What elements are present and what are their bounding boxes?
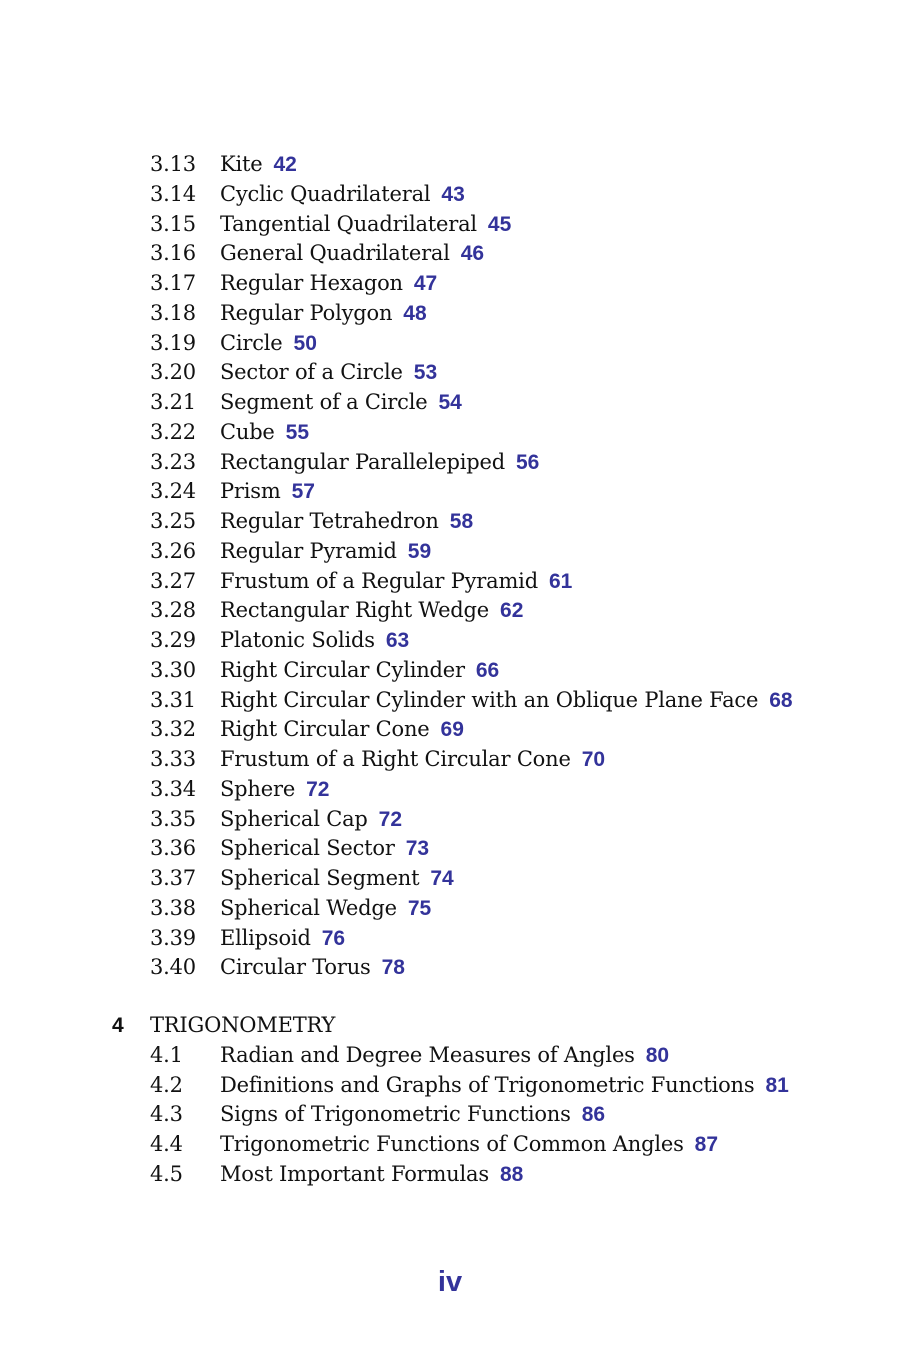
- section-title: Platonic Solids: [220, 628, 375, 652]
- page-reference[interactable]: 88: [499, 1162, 524, 1186]
- section-title: Definitions and Graphs of Trigonometric Functions: [220, 1072, 755, 1097]
- section-number: 3.31: [150, 687, 196, 712]
- toc-entry[interactable]: [150, 269, 793, 299]
- toc-entry[interactable]: [150, 1100, 789, 1130]
- page-reference[interactable]: 81: [765, 1073, 789, 1097]
- section-number: 3.13: [150, 152, 196, 176]
- page-reference[interactable]: 57: [291, 480, 315, 504]
- section-number: 3.15: [150, 211, 196, 236]
- toc-entry[interactable]: [150, 329, 793, 359]
- section-title: Kite: [220, 152, 263, 176]
- page-reference[interactable]: 87: [694, 1133, 719, 1156]
- section-3-entry-list: [150, 150, 793, 983]
- section-number: 3.26: [150, 538, 196, 563]
- page-reference[interactable]: 63: [385, 629, 410, 652]
- page-reference[interactable]: 59: [407, 539, 432, 563]
- section-number: 3.40: [150, 955, 196, 980]
- toc-entry[interactable]: [150, 1041, 789, 1071]
- section-number: 3.38: [150, 895, 196, 920]
- toc-entry[interactable]: [150, 150, 793, 180]
- section-number: 4.3: [150, 1102, 183, 1127]
- toc-entry[interactable]: [150, 1071, 789, 1101]
- page-reference[interactable]: 56: [515, 450, 540, 474]
- section-title: Regular Pyramid: [220, 538, 397, 563]
- section-title: Spherical Sector: [220, 836, 395, 861]
- toc-entry[interactable]: [150, 864, 793, 894]
- page-reference[interactable]: 72: [306, 777, 330, 801]
- section-number: 3.33: [150, 747, 196, 771]
- toc-entry[interactable]: [150, 448, 793, 478]
- page-reference[interactable]: 55: [285, 420, 310, 444]
- page-reference[interactable]: 86: [581, 1103, 606, 1127]
- folio-page-number: iv: [437, 1266, 463, 1298]
- section-number: 3.22: [150, 419, 196, 444]
- section-title: Circle: [220, 330, 283, 355]
- section-title: Regular Hexagon: [220, 271, 403, 295]
- chapter-title[interactable]: TRIGONOMETRY: [150, 1013, 336, 1037]
- toc-entry[interactable]: [150, 358, 793, 388]
- section-number: 3.29: [150, 628, 196, 652]
- page-reference[interactable]: 80: [645, 1043, 670, 1067]
- toc-entry[interactable]: [150, 537, 793, 567]
- toc-entry[interactable]: [150, 388, 793, 418]
- toc-entry[interactable]: [150, 180, 793, 210]
- toc-entry[interactable]: [150, 1160, 789, 1190]
- toc-entry[interactable]: [150, 596, 793, 626]
- page-reference[interactable]: 62: [500, 599, 524, 623]
- section-number: 3.17: [150, 271, 196, 295]
- section-title: Frustum of a Right Circular Cone: [220, 747, 571, 771]
- section-number: 4.1: [150, 1042, 183, 1067]
- section-number: 4.2: [150, 1072, 183, 1097]
- section-number: 3.23: [150, 449, 196, 474]
- page-reference[interactable]: 74: [430, 867, 454, 890]
- page-reference[interactable]: 75: [407, 896, 432, 920]
- page-reference[interactable]: 47: [413, 272, 438, 295]
- page-reference[interactable]: 53: [413, 361, 438, 385]
- toc-entry[interactable]: [150, 953, 793, 983]
- page-reference[interactable]: 45: [487, 212, 512, 236]
- section-title: General Quadrilateral: [220, 241, 450, 266]
- toc-entry[interactable]: [150, 745, 793, 775]
- section-number: 3.28: [150, 598, 196, 623]
- section-title: Radian and Degree Measures of Angles: [220, 1042, 635, 1067]
- section-number: 3.34: [150, 776, 196, 801]
- section-number: 3.27: [150, 568, 196, 593]
- section-number: 3.19: [150, 330, 196, 355]
- page-reference[interactable]: 72: [378, 807, 402, 831]
- page-reference[interactable]: 54: [438, 391, 462, 414]
- toc-entry[interactable]: [150, 924, 793, 954]
- section-number: 3.37: [150, 866, 196, 890]
- toc-entry[interactable]: [150, 626, 793, 656]
- toc-entry[interactable]: [150, 239, 793, 269]
- section-title: Sector of a Circle: [220, 360, 403, 385]
- chapter-number: 4: [112, 1014, 124, 1037]
- section-number: 3.25: [150, 509, 196, 533]
- section-number: 3.20: [150, 360, 196, 385]
- toc-entry[interactable]: [150, 775, 793, 805]
- section-number: 3.16: [150, 241, 196, 266]
- section-title: Cube: [220, 419, 275, 444]
- section-title: Spherical Segment: [220, 866, 420, 890]
- page-reference[interactable]: 68: [769, 688, 793, 712]
- section-title: Trigonometric Functions of Common Angles: [220, 1132, 684, 1156]
- toc-entry[interactable]: [150, 567, 793, 597]
- section-number: 3.21: [150, 390, 196, 414]
- page-reference[interactable]: 58: [449, 510, 474, 533]
- section-number: 4.5: [150, 1161, 183, 1186]
- chapter-heading: [112, 1011, 789, 1041]
- page-reference[interactable]: 46: [460, 242, 485, 266]
- section-title: Ellipsoid: [220, 925, 311, 950]
- page-reference[interactable]: 73: [405, 837, 430, 861]
- toc-entry[interactable]: [150, 834, 793, 864]
- chapter-4-entry-list: [150, 1041, 789, 1190]
- page-reference[interactable]: 69: [440, 718, 464, 742]
- section-title: Rectangular Parallelepiped: [220, 449, 505, 474]
- section-title: Right Circular Cone: [220, 717, 430, 742]
- section-title: Rectangular Right Wedge: [220, 598, 490, 623]
- page-reference[interactable]: 42: [273, 153, 297, 176]
- page-reference[interactable]: 76: [321, 926, 346, 950]
- toc-entry[interactable]: [150, 805, 793, 835]
- section-title: Cyclic Quadrilateral: [220, 181, 431, 206]
- section-title: Segment of a Circle: [220, 390, 428, 414]
- toc-entry[interactable]: [150, 299, 793, 329]
- toc-entry[interactable]: [150, 1130, 789, 1160]
- page-reference[interactable]: 48: [403, 301, 427, 325]
- page-reference[interactable]: 66: [475, 658, 500, 682]
- section-number: 3.14: [150, 181, 196, 206]
- section-title: Right Circular Cylinder with an Oblique Plane Face: [220, 687, 759, 712]
- page-reference[interactable]: 43: [441, 182, 465, 206]
- toc-entry[interactable]: [150, 715, 793, 745]
- toc-entry[interactable]: [150, 477, 793, 507]
- section-title: Sphere: [220, 776, 296, 801]
- section-title: Spherical Cap: [220, 806, 368, 831]
- page-reference[interactable]: 78: [381, 956, 405, 980]
- section-number: 3.36: [150, 836, 196, 861]
- section-number: 3.30: [150, 657, 196, 682]
- section-title: Tangential Quadrilateral: [220, 211, 477, 236]
- section-title: Frustum of a Regular Pyramid: [220, 568, 538, 593]
- toc-entry[interactable]: [150, 418, 793, 448]
- section-title: Prism: [220, 479, 281, 504]
- toc-entry[interactable]: [150, 507, 793, 537]
- section-title: Circular Torus: [220, 955, 371, 980]
- page-reference[interactable]: 50: [293, 331, 317, 355]
- section-number: 3.24: [150, 479, 196, 504]
- page-reference[interactable]: 70: [581, 748, 606, 771]
- section-title: Signs of Trigonometric Functions: [220, 1102, 571, 1127]
- toc-entry[interactable]: [150, 656, 793, 686]
- section-number: 3.39: [150, 925, 196, 950]
- section-title: Regular Tetrahedron: [220, 509, 439, 533]
- section-number: 3.35: [150, 806, 196, 831]
- section-title: Most Important Formulas: [220, 1161, 489, 1186]
- section-title: Spherical Wedge: [220, 895, 397, 920]
- toc-entry[interactable]: [150, 686, 793, 716]
- section-number: 3.32: [150, 717, 196, 742]
- chapter-4: [112, 1011, 789, 1190]
- page-reference[interactable]: 61: [548, 569, 573, 593]
- toc-entry[interactable]: [150, 894, 793, 924]
- section-title: Right Circular Cylinder: [220, 657, 465, 682]
- section-number: 4.4: [150, 1132, 183, 1156]
- toc-entry[interactable]: [150, 210, 793, 240]
- section-title: Regular Polygon: [220, 300, 393, 325]
- section-number: 3.18: [150, 300, 196, 325]
